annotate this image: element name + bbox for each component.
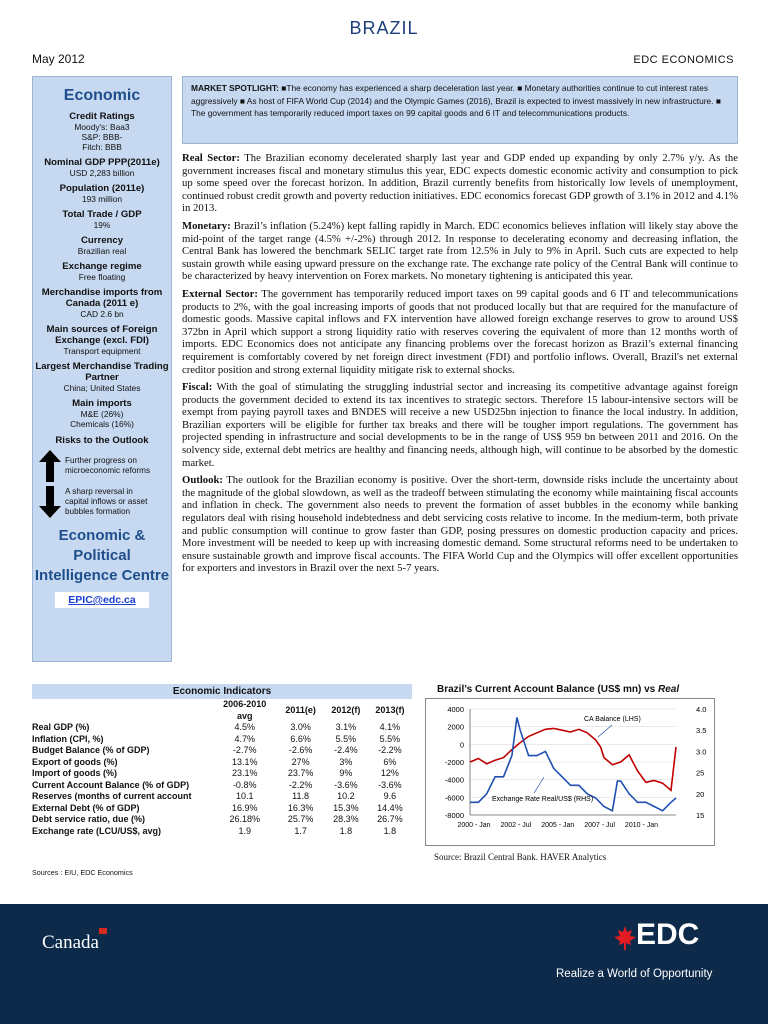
market-spotlight <box>182 76 738 144</box>
fact-label: Population (2011e) <box>59 183 145 194</box>
paragraph-heading: Fiscal: <box>182 381 213 394</box>
table-cell: -2.2% <box>288 779 313 790</box>
table-cell: 9% <box>339 768 353 778</box>
email-link[interactable]: EPIC@edc.ca <box>55 592 149 608</box>
x-tick-label: 2007 - Jul <box>584 822 615 829</box>
ca-balance-line <box>470 728 676 790</box>
paragraph-text: Brazil’s inflation (5.24%) kept falling rapidly in March. EDC economics believes inflation will likely stay above the mid-point of the target range (4.5% +/-2%) through 2012. In response to decelerating economy and decreasing inflation, the Central Bank has lowered the benchmark SELIC target rate from 12.5% in July to 9% in April. Such cuts are expected to help sustain growth while easing upward pressure on the exchange rate. The exchange rate policy of the Central Bank will continue to be characterized by heavy intervention on Forex markets. No monetary tightening is anticipated this year. <box>182 219 738 283</box>
table-cell: 26.7% <box>377 814 403 824</box>
fact-value: CAD 2.6 bn <box>80 309 124 319</box>
row-label: Exchange rate (LCU/US$, avg) <box>32 825 162 836</box>
table-cell: 3.1% <box>335 722 357 732</box>
indicators-sources: Sources : EIU, EDC Economics <box>32 868 133 877</box>
arrow-up-icon <box>39 450 61 482</box>
table-cell: 1.7 <box>294 825 307 836</box>
table-row <box>32 768 412 780</box>
column-header: 2012(f) <box>331 704 361 715</box>
table-row <box>32 734 412 746</box>
row-label: Current Account Balance (% of GDP) <box>32 779 190 790</box>
table-row <box>32 780 412 792</box>
row-label: Debt service ratio, due (%) <box>32 814 146 824</box>
fact-value: Brazilian real <box>77 246 127 256</box>
table-cell: -2.2% <box>378 745 402 755</box>
article-paragraph <box>182 220 738 283</box>
table-cell: 16.3% <box>287 802 314 813</box>
risks-title: Risks to the Outlook <box>55 435 149 446</box>
chart-source: Source: Brazil Central Bank. HAVER Analytics <box>434 852 607 862</box>
risk-upside-text: Further progress on microeconomic reforms <box>65 456 151 475</box>
indicators-table <box>32 699 412 837</box>
x-tick-label: 2000 - Jan <box>457 822 491 829</box>
y-left-tick-label: -6000 <box>444 793 464 803</box>
table-cell: 26.18% <box>229 814 260 824</box>
row-label: Import of goods (%) <box>32 768 117 778</box>
table-row <box>32 757 412 769</box>
table-cell: 5.5% <box>379 733 401 744</box>
y-right-tick-label: 15 <box>696 811 705 820</box>
paragraph-text: With the goal of stimulating the struggling industrial sector and increasing its competitive advantage against foreign products the government decided to extend its tax incentives to strategic sectors. Therefore 15 labour-intensive sectors will be exempt from paying payroll taxes and BNDES will receive a new USD25bn injection to finance the local industry. In addition, Brazilian exporters will be eligible for further tax breaks and there will be tougher import regulations. The government has projected spending in infrastructure and social developments to be in the range of US$ 959 bn between 2011 and 2016. On the solvency side, external debt metrics are healthy and financing needs, although high, will continue to be absorbed by the domestic market. <box>182 381 738 469</box>
chart-frame <box>425 698 715 846</box>
paragraph-heading: External Sector: <box>182 287 258 300</box>
page-title: BRAZIL <box>349 18 419 38</box>
table-cell: 28.3% <box>333 814 359 824</box>
table-cell: 9.6 <box>383 791 397 801</box>
table-cell: -2.4% <box>334 745 358 755</box>
annotation-exchange-rate: Exchange Rate Real/US$ (RHS) <box>492 796 594 803</box>
paragraph-heading: Monetary: <box>182 219 231 232</box>
maple-leaf-icon <box>614 926 636 950</box>
table-cell: 6% <box>383 756 397 767</box>
report-date: May 2012 <box>32 52 85 66</box>
table-cell: -3.6% <box>378 779 402 790</box>
column-header: 2006-2010 avg <box>223 699 267 721</box>
footer-bar <box>0 904 768 1024</box>
fact-label: Main sources of Foreign Exchange (excl. FDI) <box>46 324 158 346</box>
current-account-chart <box>426 699 716 847</box>
row-label: Reserves (months of current account <box>32 791 192 801</box>
table-cell: 13.1% <box>231 756 258 767</box>
paragraph-heading: Real Sector: <box>182 152 240 164</box>
table-cell: 10.1 <box>235 791 254 801</box>
chart-title-italic: Real <box>657 684 680 695</box>
article-paragraph <box>182 152 738 215</box>
table-row <box>32 803 412 815</box>
fact-label: Main imports <box>72 398 132 409</box>
chart-title: Brazil’s Current Account Balance (US$ mn) vs Real <box>437 684 680 695</box>
sidebar-heading: Economic <box>63 87 141 104</box>
fact-value: USD 2,283 billion <box>69 168 135 178</box>
article-paragraph <box>182 381 738 469</box>
y-left-tick-label: -4000 <box>444 775 464 785</box>
table-row <box>32 722 412 734</box>
fact-label: Largest Merchandise Trading Partner <box>35 361 169 383</box>
row-label: Budget Balance (% of GDP) <box>32 745 150 755</box>
table-cell: 6.6% <box>290 733 311 744</box>
fact-label: Credit Ratings <box>69 111 135 122</box>
table-cell: 1.8 <box>339 825 353 836</box>
y-left-tick-label: -2000 <box>444 758 464 767</box>
table-cell: 1.8 <box>383 825 397 836</box>
economic-sidebar <box>32 76 172 662</box>
table-cell: 11.8 <box>292 791 310 801</box>
table-cell: 12% <box>380 768 399 778</box>
table-cell: 16.9% <box>231 802 258 813</box>
risk-downside <box>39 486 171 518</box>
y-left-tick-label: -8000 <box>444 811 464 820</box>
row-label: Inflation (CPI, %) <box>32 733 104 744</box>
table-cell: 10.2 <box>337 791 355 801</box>
y-right-tick-label: 3.0 <box>696 747 707 757</box>
fact-label: Total Trade / GDP <box>62 209 142 220</box>
table-row <box>32 826 412 838</box>
table-cell: -3.6% <box>334 779 358 790</box>
table-cell: 25.7% <box>287 814 314 824</box>
edc-slogan: Realize a World of Opportunity <box>556 968 713 980</box>
y-left-tick-label: 4000 <box>447 705 464 714</box>
paragraph-heading: Outlook: <box>182 474 223 487</box>
table-cell: 3.0% <box>290 722 311 732</box>
paragraph-text: The government has temporarily reduced import taxes on 99 capital goods and 6 IT and telecommunications products to 2%, with the goal increasing imports of goods that not produced locally but that are required for the manufacture of domestic goods. Massive capital inflows and FX intervention have allowed foreign exchange reserves to grow to around US$ 372bn in April which support a strong liquidity ratio with reserves covering the equivalent of more than 12 months worth of imports. EDC Economics does not anticipate any financing problems over the forecast horizon as Brazil’s external financing requirement is comfortably covered by net foreign direct investment (FDI) and portfolio inflows. Overall, Brazil's net external creditor position and strong external liquidity mitigate risk to external shocks. <box>182 287 738 376</box>
table-row <box>32 745 412 757</box>
table-row <box>32 814 412 826</box>
article-paragraph <box>182 288 738 376</box>
row-label: Real GDP (%) <box>32 722 90 732</box>
y-right-tick-label: 4.0 <box>696 705 707 714</box>
canada-wordmark: Canada <box>42 932 99 954</box>
table-cell: 5.5% <box>335 733 357 744</box>
fact-label: Currency <box>80 235 124 246</box>
table-cell: 1.9 <box>238 825 251 836</box>
spotlight-text: ■The economy has experienced a sharp deceleration last year. ■ Monetary authorities continue to cut interest rates aggressively ■ As host of FIFA World Cup (2014) and the Olympic Games (2016), Brazil is expected to invest massively in new infrastructure. ■ The government has temporarily reduced import taxes on 99 capital goods and 6 IT and telecommunications products. <box>191 83 721 118</box>
fact-label: Merchandise imports from Canada (2011 e) <box>41 287 163 309</box>
fact-value: China; United States <box>63 383 141 393</box>
centre-name: Economic & Political Intelligence Centre <box>34 527 170 584</box>
table-cell: -2.7% <box>232 745 257 755</box>
table-cell: 4.1% <box>379 722 401 732</box>
table-cell: 15.3% <box>333 802 359 813</box>
table-cell: 3% <box>339 756 353 767</box>
risk-upside <box>39 450 171 482</box>
table-cell: -0.8% <box>232 779 257 790</box>
risk-downside-text: A sharp reversal in capital inflows or asset bubbles formation <box>65 487 148 516</box>
paragraph-text: The outlook for the Brazilian economy is positive. Over the short-term, downside risks include the uncertainty about the magnitude of the global slowdown, as well as the tradeoff between stimulating the economy while maintaining fiscal accounts and inflation in check. The government also needs to prevent the formation of asset bubbles in the economy while banking regulators deal with rising household indebtedness and debt servicing costs relative to income. In the medium-term, both private and public consumption will continue to grow faster than GDP, posing pressures on domestic production capacity and prices. More investment will be needed to keep up with increasing domestic demand. Some structural reforms need to be undertaken to ensure sustainable growth and improve fiscal accounts. The FIFA World Cup and the Olympics will offer excellent opportunities for exporters and investors in Brazil over the next 5-7 years. <box>182 474 738 575</box>
column-header: 2011(e) <box>285 704 316 715</box>
x-tick-label: 2005 - Jan <box>541 822 575 829</box>
table-cell: 4.5% <box>234 722 255 732</box>
fact-value: Free floating <box>78 272 126 282</box>
arrow-down-icon <box>39 486 61 518</box>
table-cell: 14.4% <box>377 802 403 813</box>
fact-label: Nominal GDP PPP(2011e) <box>44 157 160 168</box>
department-name: EDC ECONOMICS <box>633 54 734 66</box>
indicators-title: Economic Indicators <box>32 684 412 699</box>
x-tick-label: 2010 - Jan <box>624 822 659 829</box>
economic-indicators <box>32 684 412 837</box>
table-cell: -2.6% <box>288 745 313 755</box>
sidebar-facts <box>33 111 171 429</box>
table-cell: 23.1% <box>231 768 258 778</box>
x-tick-label: 2002 - Jul <box>500 822 532 829</box>
fact-value: 193 million <box>81 194 123 204</box>
table-row <box>32 791 412 803</box>
flag-icon <box>99 928 107 934</box>
table-cell: 4.7% <box>234 733 255 744</box>
fact-label: Exchange regime <box>62 261 142 272</box>
row-label: External Debt (% of GDP) <box>32 802 140 813</box>
fact-value: 19% <box>93 220 111 230</box>
y-right-tick-label: 3.5 <box>696 726 707 736</box>
article-paragraph <box>182 474 738 575</box>
annotation-ca-balance: CA Balance (LHS) <box>584 716 641 723</box>
table-cell: 27% <box>291 756 310 767</box>
table-header-row <box>32 699 412 722</box>
fact-value: M&E (26%) Chemicals (16%) <box>70 409 134 429</box>
spotlight-label: MARKET SPOTLIGHT: <box>191 83 279 93</box>
table-cell: 23.7% <box>287 768 314 778</box>
y-left-tick-label: 2000 <box>447 722 464 732</box>
fact-value: Moody's: Baa3 S&P: BBB- Fitch: BBB <box>74 122 130 152</box>
paragraph-text: The Brazilian economy decelerated sharply last year and GDP ended up expanding by only 2.7% y/y. As the government increases fiscal and monetary stimulus this year, EDC expects domestic economic activity and consumption to pick up some speed over the forecast horizon. In addition, Brazil currently benefits from historically low levels of unemployment, continued robust credit growth and poverty reduction initiatives. EDC economics forecast GDP growth of 3.1% in 2012 and 4.1% in 2013. <box>182 152 738 215</box>
y-right-tick-label: 25 <box>696 768 705 778</box>
fact-value: Transport equipment <box>63 346 141 356</box>
y-right-tick-label: 20 <box>696 789 705 799</box>
row-label: Export of goods (%) <box>32 756 118 767</box>
article-body <box>182 152 738 580</box>
edc-logo: EDC <box>636 918 700 951</box>
y-left-tick-label: 0 <box>459 740 464 750</box>
column-header: 2013(f) <box>375 704 405 715</box>
